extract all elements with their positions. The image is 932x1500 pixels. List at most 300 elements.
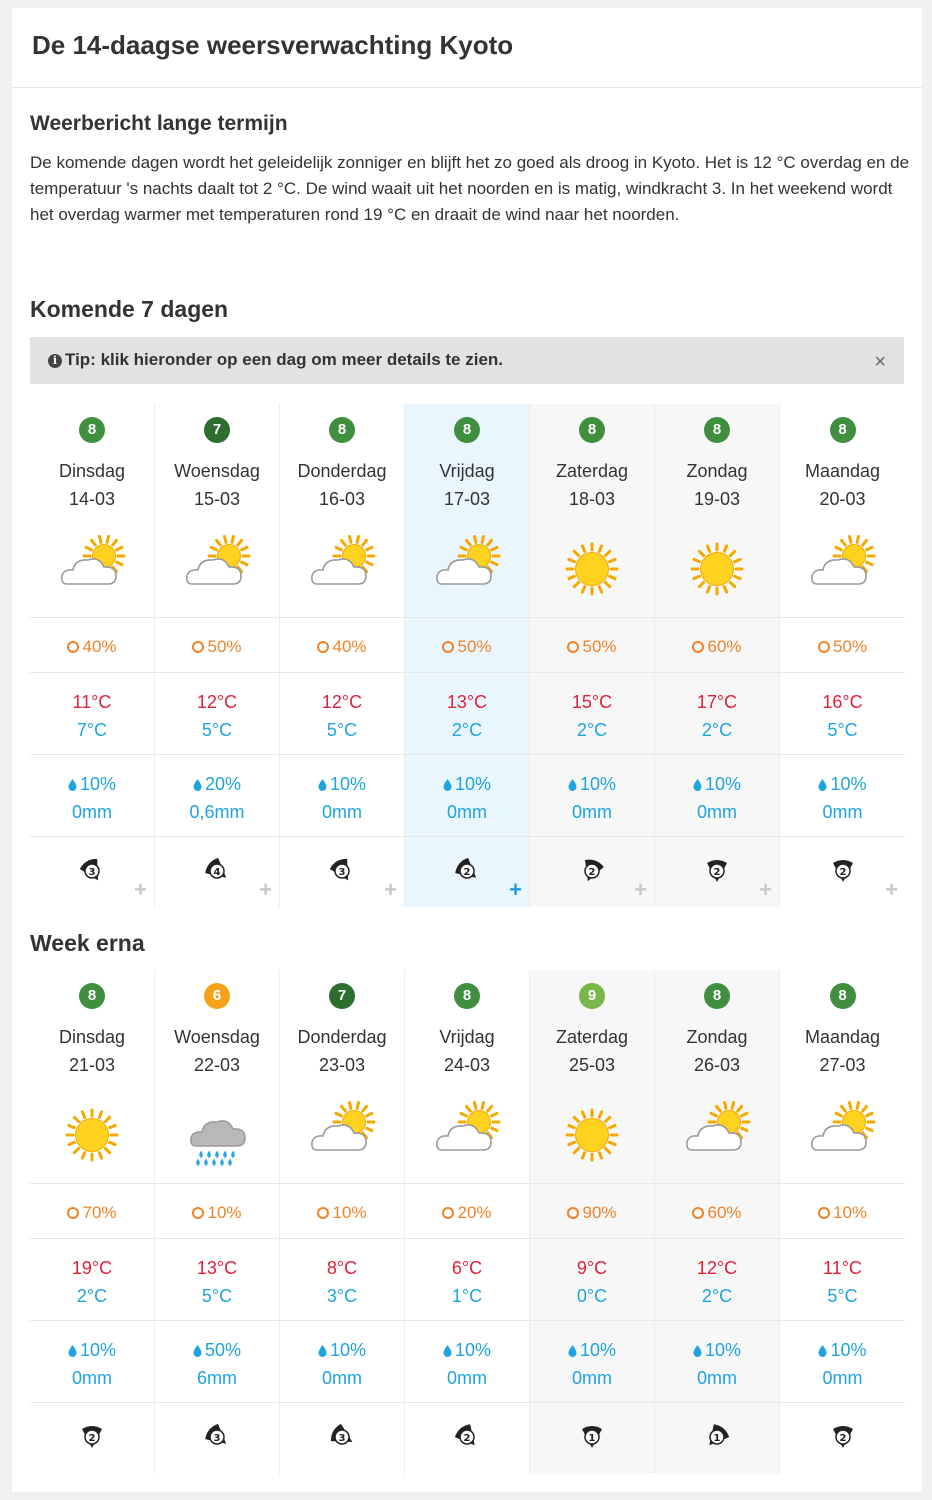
- rain-chance-value: 10%: [79, 1340, 117, 1360]
- temp-max: 13°C: [446, 692, 488, 712]
- sun-outline-icon: [692, 641, 704, 653]
- day-name: Maandag: [804, 1027, 881, 1047]
- wind-direction-icon: [326, 1420, 358, 1452]
- temp-min: 0°C: [576, 1286, 608, 1306]
- expand-plus-icon[interactable]: +: [509, 877, 522, 902]
- divider: [30, 836, 154, 837]
- divider: [780, 1183, 905, 1184]
- day-date: 15-03: [193, 489, 241, 509]
- divider: [280, 836, 404, 837]
- divider: [30, 672, 154, 673]
- divider: [30, 1183, 154, 1184]
- divider: [30, 617, 154, 618]
- divider: [780, 1238, 905, 1239]
- rain-chance: [155, 1340, 279, 1361]
- day-name: Dinsdag: [58, 1027, 126, 1047]
- day-score-badge: 8: [704, 417, 730, 443]
- rain-amount: 0mm: [822, 802, 863, 822]
- temp-min: 2°C: [701, 1286, 733, 1306]
- day-name: Dinsdag: [58, 461, 126, 481]
- raindrop-icon: [818, 779, 827, 791]
- temp-max: 11°C: [823, 1258, 862, 1278]
- svg-text:3: 3: [88, 867, 96, 878]
- sun-outline-icon: [692, 1207, 704, 1219]
- raindrop-icon: [693, 1345, 702, 1357]
- rain-amount: 0mm: [322, 802, 362, 822]
- sun-outline-icon: [67, 641, 79, 653]
- temp-min: 2°C: [701, 720, 733, 740]
- divider: [155, 1320, 279, 1321]
- page-title: De 14-daagse weersverwachting Kyoto: [32, 30, 514, 60]
- wind-direction-icon: [76, 1420, 108, 1452]
- divider: [30, 1402, 154, 1403]
- sunshine-value: 10%: [832, 1203, 868, 1222]
- day-score-badge: 8: [830, 417, 856, 443]
- tip-text: Tip: klik hieronder op een dag om meer details te zien.: [65, 350, 504, 369]
- sunshine-chance: [30, 637, 154, 657]
- day-column[interactable]: [405, 404, 530, 907]
- sun-outline-icon: [67, 1207, 79, 1219]
- temp-max: 11°C: [72, 692, 112, 712]
- day-score-badge: 7: [204, 417, 230, 443]
- divider: [530, 672, 654, 673]
- sunshine-value: 90%: [582, 1203, 617, 1222]
- tip-banner: [30, 337, 904, 384]
- sunshine-chance: [280, 1203, 404, 1223]
- day-column[interactable]: [780, 404, 905, 907]
- rain-chance: [780, 774, 905, 795]
- divider: [780, 754, 905, 755]
- rain-chance-value: 10%: [704, 774, 742, 794]
- wind-direction-icon: [76, 854, 108, 886]
- rain-amount: 0mm: [322, 1368, 362, 1388]
- raindrop-icon: [193, 779, 202, 791]
- rain-chance: [280, 774, 404, 795]
- raindrop-icon: [443, 1345, 452, 1357]
- sunshine-chance: [30, 1203, 154, 1223]
- day-date: 22-03: [193, 1055, 241, 1075]
- divider: [30, 1238, 154, 1239]
- rain-chance-value: 10%: [830, 1340, 867, 1360]
- divider: [405, 1183, 529, 1184]
- day-column[interactable]: [530, 970, 655, 1474]
- sun-outline-icon: [442, 641, 454, 653]
- expand-plus-icon[interactable]: +: [134, 877, 147, 902]
- day-score-badge: 8: [79, 983, 105, 1009]
- sun-outline-icon: [192, 1207, 204, 1219]
- rain-chance-value: 10%: [79, 774, 117, 794]
- sun-outline-icon: [567, 1207, 579, 1219]
- day-score-badge: 8: [79, 417, 105, 443]
- temp-min: 2°C: [451, 720, 483, 740]
- day-name: Woensdag: [174, 461, 260, 481]
- temp-min: 1°C: [451, 1286, 483, 1306]
- temp-min: 5°C: [201, 720, 233, 740]
- forecast-card: [12, 8, 922, 1492]
- week-after-heading: Week erna: [30, 930, 145, 956]
- divider: [655, 1320, 779, 1321]
- divider: [530, 617, 654, 618]
- divider: [530, 754, 654, 755]
- day-name: Woensdag: [174, 1027, 260, 1047]
- divider: [780, 1402, 905, 1403]
- sunshine-value: 50%: [832, 637, 868, 656]
- sunshine-chance: [155, 1203, 279, 1223]
- long-term-heading: Weerbericht lange termijn: [30, 112, 288, 135]
- divider: [280, 1183, 404, 1184]
- raindrop-icon: [318, 1345, 327, 1357]
- day-name: Donderdag: [297, 461, 387, 481]
- rain-amount: 0mm: [697, 1368, 737, 1388]
- svg-text:2: 2: [713, 867, 721, 878]
- sunshine-chance: [655, 1203, 779, 1223]
- day-score-badge: 7: [329, 983, 355, 1009]
- sun-outline-icon: [317, 1207, 329, 1219]
- raindrop-icon: [693, 779, 702, 791]
- svg-text:2: 2: [839, 1433, 846, 1444]
- divider: [655, 672, 779, 673]
- rain-chance: [280, 1340, 404, 1361]
- rain-amount: 0mm: [697, 802, 737, 822]
- rain-amount: 0mm: [72, 1368, 112, 1388]
- day-date: 24-03: [443, 1055, 491, 1075]
- day-score-badge: 8: [329, 417, 355, 443]
- divider: [405, 672, 529, 673]
- day-date: 16-03: [318, 489, 366, 509]
- wind-direction-icon: [326, 854, 358, 886]
- temp-min: 3°C: [326, 1286, 358, 1306]
- sunshine-chance: [405, 637, 529, 657]
- sunny-icon: [57, 1100, 127, 1170]
- day-date: 20-03: [819, 489, 866, 509]
- day-name: Vrijdag: [439, 461, 495, 481]
- rain-chance-value: 10%: [830, 774, 867, 794]
- long-term-text: De komende dagen wordt het geleidelijk zonniger en blijft het zo goed als droog in Kyoto. Het is 12 °C overdag en de temperatuur 's nachts daalt tot 2 °C. De wind waait uit het noorden en is matig, windkracht 3. In het weekend wordt het overdag warmer met temperaturen rond 19 °C en draait de wind naar het noorden.: [30, 153, 910, 224]
- partly-cloudy-icon: [807, 1100, 877, 1170]
- divider: [780, 836, 905, 837]
- temp-max: 16°C: [822, 692, 863, 712]
- sunshine-chance: [405, 1203, 529, 1223]
- temp-max: 6°C: [451, 1258, 483, 1278]
- divider: [655, 754, 779, 755]
- day-score-badge: 8: [830, 983, 856, 1009]
- rain-chance-value: 10%: [704, 1340, 742, 1360]
- rain-chance-value: 10%: [579, 1340, 617, 1360]
- day-date: 23-03: [318, 1055, 366, 1075]
- rain-chance: [655, 1340, 779, 1361]
- sunshine-value: 40%: [332, 637, 367, 656]
- divider: [155, 836, 279, 837]
- partly-cloudy-icon: [807, 534, 877, 604]
- temp-max: 8°C: [326, 1258, 358, 1278]
- divider: [280, 617, 404, 618]
- day-date: 18-03: [568, 489, 616, 509]
- day-score-badge: 8: [704, 983, 730, 1009]
- day-score-badge: 6: [204, 983, 230, 1009]
- divider: [155, 1402, 279, 1403]
- partly-cloudy-icon: [432, 1100, 502, 1170]
- divider: [280, 672, 404, 673]
- rain-chance-value: 10%: [454, 1340, 492, 1360]
- sunshine-value: 60%: [707, 637, 742, 656]
- wind-direction-icon: [701, 1420, 733, 1452]
- temp-max: 9°C: [576, 1258, 608, 1278]
- rain-amount: 0mm: [822, 1368, 863, 1388]
- rain-chance: [780, 1340, 905, 1361]
- rain-amount: 0,6mm: [189, 802, 245, 822]
- day-name: Zaterdag: [555, 1027, 629, 1047]
- rain-amount: 0mm: [572, 802, 612, 822]
- day-column[interactable]: [405, 970, 530, 1474]
- rain-chance-value: 50%: [204, 1340, 242, 1360]
- temp-max: 15°C: [571, 692, 613, 712]
- svg-text:3: 3: [338, 867, 346, 878]
- sunshine-chance: [280, 637, 404, 657]
- sun-outline-icon: [818, 1207, 830, 1219]
- sun-outline-icon: [818, 641, 830, 653]
- day-name: Zondag: [686, 461, 748, 481]
- sunny-icon: [557, 1100, 627, 1170]
- partly-cloudy-icon: [432, 534, 502, 604]
- raindrop-icon: [568, 779, 577, 791]
- divider: [530, 1402, 654, 1403]
- divider: [780, 672, 905, 673]
- sunshine-chance: [655, 637, 779, 657]
- next-7-days-heading: Komende 7 dagen: [30, 296, 229, 322]
- day-name: Maandag: [804, 461, 881, 481]
- divider: [530, 1183, 654, 1184]
- sunshine-chance: [530, 637, 654, 657]
- temp-max: 13°C: [196, 1258, 238, 1278]
- day-score-badge: 9: [579, 983, 605, 1009]
- expand-plus-icon[interactable]: +: [259, 877, 272, 902]
- rain-chance: [155, 774, 279, 795]
- divider: [280, 1402, 404, 1403]
- wind-direction-icon: [451, 1420, 483, 1452]
- day-score-badge: 8: [454, 983, 480, 1009]
- svg-text:3: 3: [338, 1433, 346, 1444]
- temp-min: 2°C: [576, 720, 608, 740]
- partly-cloudy-icon: [182, 534, 252, 604]
- day-column[interactable]: [30, 404, 155, 907]
- sun-outline-icon: [442, 1207, 454, 1219]
- divider: [405, 1402, 529, 1403]
- day-score-badge: 8: [454, 417, 480, 443]
- expand-plus-icon[interactable]: +: [759, 877, 772, 902]
- raindrop-icon: [318, 779, 327, 791]
- day-date: 17-03: [443, 489, 491, 509]
- partly-cloudy-icon: [307, 534, 377, 604]
- divider: [530, 1320, 654, 1321]
- raindrop-icon: [68, 779, 77, 791]
- wind-direction-icon: [201, 1420, 233, 1452]
- day-name: Vrijdag: [439, 1027, 495, 1047]
- rain-chance-value: 20%: [204, 774, 242, 794]
- sunshine-value: 50%: [207, 637, 242, 656]
- svg-text:2: 2: [588, 867, 596, 878]
- rain-amount: 0mm: [447, 802, 487, 822]
- raindrop-icon: [193, 1345, 202, 1357]
- week-after-grid: [30, 970, 905, 1474]
- rain-chance-value: 10%: [454, 774, 492, 794]
- expand-plus-icon[interactable]: +: [384, 877, 397, 902]
- sunshine-chance: [530, 1203, 654, 1223]
- partly-cloudy-icon: [57, 534, 127, 604]
- day-date: 25-03: [568, 1055, 616, 1075]
- sunshine-value: 10%: [332, 1203, 367, 1222]
- day-column[interactable]: [655, 970, 780, 1474]
- sunny-icon: [557, 534, 627, 604]
- day-name: Zaterdag: [555, 461, 629, 481]
- divider: [530, 1238, 654, 1239]
- day-date: 14-03: [68, 489, 116, 509]
- divider: [155, 1183, 279, 1184]
- day-date: 19-03: [693, 489, 741, 509]
- wind-direction-icon: [451, 854, 483, 886]
- svg-text:2: 2: [463, 1433, 471, 1444]
- rain-chance-value: 10%: [329, 774, 367, 794]
- wind-direction-icon: [827, 854, 859, 886]
- sun-outline-icon: [192, 641, 204, 653]
- divider: [655, 836, 779, 837]
- svg-text:2: 2: [88, 1433, 96, 1444]
- day-name: Donderdag: [297, 1027, 387, 1047]
- divider: [280, 1320, 404, 1321]
- svg-text:2: 2: [463, 867, 471, 878]
- temp-min: 5°C: [827, 720, 858, 740]
- divider: [280, 754, 404, 755]
- temp-max: 12°C: [196, 692, 238, 712]
- day-column[interactable]: [30, 970, 155, 1474]
- close-icon[interactable]: ×: [874, 351, 886, 373]
- day-column[interactable]: [155, 970, 280, 1474]
- temp-max: 19°C: [71, 1258, 113, 1278]
- sunshine-chance: [780, 1203, 905, 1223]
- divider: [155, 617, 279, 618]
- day-date: 26-03: [693, 1055, 741, 1075]
- divider: [530, 836, 654, 837]
- wind-direction-icon: [827, 1420, 859, 1452]
- svg-text:1: 1: [588, 1433, 596, 1444]
- temp-max: 17°C: [696, 692, 738, 712]
- divider: [780, 1320, 905, 1321]
- rain-chance: [405, 1340, 529, 1361]
- divider: [405, 836, 529, 837]
- day-date: 27-03: [819, 1055, 866, 1075]
- temp-min: 5°C: [827, 1286, 858, 1306]
- divider: [30, 754, 154, 755]
- day-column[interactable]: [155, 404, 280, 907]
- day-column[interactable]: [280, 404, 405, 907]
- temp-max: 12°C: [696, 1258, 738, 1278]
- day-score-badge: 8: [579, 417, 605, 443]
- divider: [405, 1320, 529, 1321]
- rain-icon: [182, 1100, 252, 1170]
- info-icon: i: [48, 354, 62, 368]
- divider: [405, 1238, 529, 1239]
- divider: [780, 617, 905, 618]
- rain-amount: 6mm: [197, 1368, 237, 1388]
- sun-outline-icon: [567, 641, 579, 653]
- divider: [655, 1183, 779, 1184]
- sunshine-chance: [780, 637, 905, 657]
- day-column[interactable]: [780, 970, 905, 1474]
- rain-chance: [530, 1340, 654, 1361]
- expand-plus-icon[interactable]: +: [885, 877, 898, 902]
- divider: [655, 617, 779, 618]
- sunshine-value: 50%: [457, 637, 492, 656]
- divider: [655, 1238, 779, 1239]
- temp-min: 7°C: [76, 720, 108, 740]
- rain-amount: 0mm: [572, 1368, 612, 1388]
- rain-amount: 0mm: [447, 1368, 487, 1388]
- temp-min: 5°C: [201, 1286, 233, 1306]
- expand-plus-icon[interactable]: +: [634, 877, 647, 902]
- sunshine-value: 60%: [707, 1203, 742, 1222]
- day-column[interactable]: [280, 970, 405, 1474]
- rain-chance-value: 10%: [329, 1340, 367, 1360]
- divider: [30, 1320, 154, 1321]
- svg-text:4: 4: [213, 867, 221, 878]
- raindrop-icon: [443, 779, 452, 791]
- raindrop-icon: [68, 1345, 77, 1357]
- sunshine-chance: [155, 637, 279, 657]
- divider: [155, 672, 279, 673]
- sunshine-value: 70%: [82, 1203, 117, 1222]
- raindrop-icon: [818, 1345, 827, 1357]
- divider: [155, 754, 279, 755]
- day-date: 21-03: [68, 1055, 116, 1075]
- divider: [405, 617, 529, 618]
- rain-chance: [30, 774, 154, 795]
- sunshine-value: 20%: [457, 1203, 492, 1222]
- divider: [655, 1402, 779, 1403]
- partly-cloudy-icon: [682, 1100, 752, 1170]
- temp-min: 2°C: [76, 1286, 108, 1306]
- rain-chance: [530, 774, 654, 795]
- sunny-icon: [682, 534, 752, 604]
- svg-text:3: 3: [213, 1433, 221, 1444]
- card-header: [12, 8, 922, 88]
- wind-direction-icon: [201, 854, 233, 886]
- rain-amount: 0mm: [72, 802, 112, 822]
- day-name: Zondag: [686, 1027, 748, 1047]
- wind-direction-icon: [701, 854, 733, 886]
- sunshine-value: 10%: [207, 1203, 242, 1222]
- svg-text:2: 2: [839, 867, 846, 878]
- temp-min: 5°C: [326, 720, 358, 740]
- temp-max: 12°C: [321, 692, 363, 712]
- divider: [155, 1238, 279, 1239]
- divider: [280, 1238, 404, 1239]
- wind-direction-icon: [576, 1420, 608, 1452]
- wind-direction-icon: [576, 854, 608, 886]
- partly-cloudy-icon: [307, 1100, 377, 1170]
- rain-chance: [405, 774, 529, 795]
- svg-text:1: 1: [713, 1433, 721, 1444]
- divider: [405, 754, 529, 755]
- sun-outline-icon: [317, 641, 329, 653]
- day-column[interactable]: [655, 404, 780, 907]
- next-7-days-grid: [30, 404, 905, 907]
- rain-chance: [30, 1340, 154, 1361]
- day-column[interactable]: [530, 404, 655, 907]
- rain-chance-value: 10%: [579, 774, 617, 794]
- raindrop-icon: [568, 1345, 577, 1357]
- sunshine-value: 50%: [582, 637, 617, 656]
- rain-chance: [655, 774, 779, 795]
- sunshine-value: 40%: [82, 637, 117, 656]
